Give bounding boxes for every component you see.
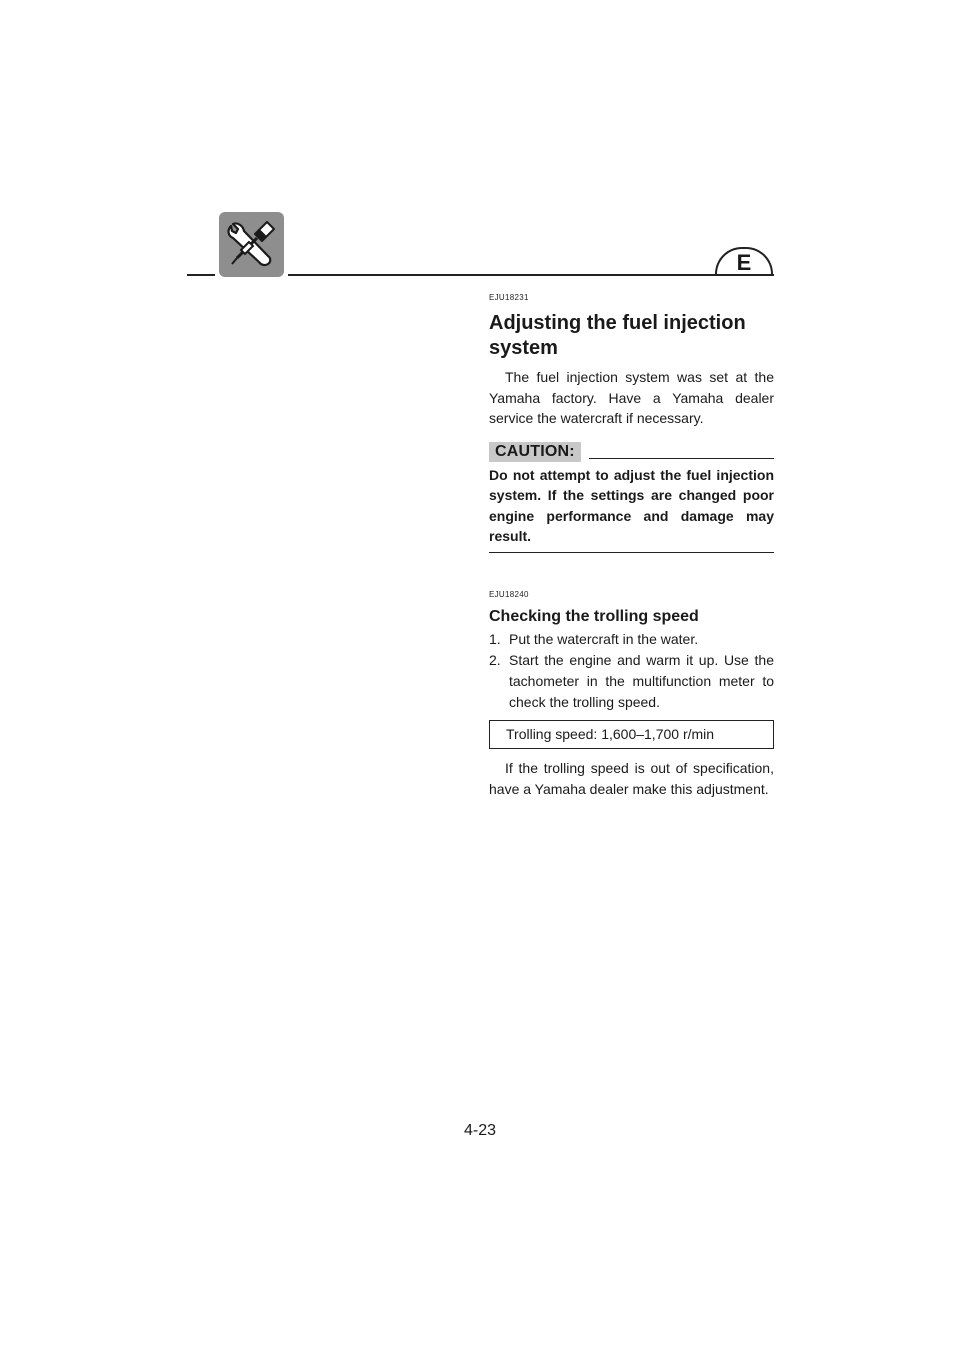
section-title-line2: system (489, 336, 558, 359)
section-title-line1: Adjusting the fuel injection (489, 311, 746, 334)
caution-label: CAUTION: (489, 442, 581, 462)
section-title (489, 311, 774, 361)
caution-rule (589, 458, 774, 459)
caution-text: Do not attempt to adjust the fuel injection system. If the settings are changed poor engine performance and damage may result. (489, 467, 774, 545)
section-body: If the trolling speed is out of specification, have a Yamaha dealer make this adjustment. (489, 760, 774, 798)
header-rule-right (288, 274, 774, 276)
caution-header (489, 441, 774, 463)
language-badge: E (715, 247, 773, 274)
step-number: 1. (489, 631, 501, 648)
main-content (489, 288, 774, 800)
section-body: The fuel injection system was set at the Yamaha factory. Have a Yamaha dealer service the watercraft if necessary. (489, 368, 774, 427)
spec-box: Trolling speed: 1,600–1,700 r/min (489, 720, 774, 749)
step-text: Start the engine and warm it up. Use the tachometer in the multifunction meter to check the trolling speed. (509, 651, 774, 710)
section-code: EJU18240 (489, 590, 529, 600)
page-number: 4-23 (463, 1122, 497, 1139)
steps-list (489, 629, 774, 712)
list-item (489, 650, 774, 712)
header-rule-left (187, 274, 215, 276)
section-code: EJU18231 (489, 293, 529, 302)
caution-end-rule (489, 552, 774, 553)
step-text: Put the watercraft in the water. (509, 631, 699, 648)
section-tab (219, 212, 284, 277)
section-title: Checking the trolling speed (489, 608, 699, 626)
tools-icon (219, 212, 284, 277)
step-number: 2. (489, 651, 501, 668)
list-item (489, 629, 774, 650)
